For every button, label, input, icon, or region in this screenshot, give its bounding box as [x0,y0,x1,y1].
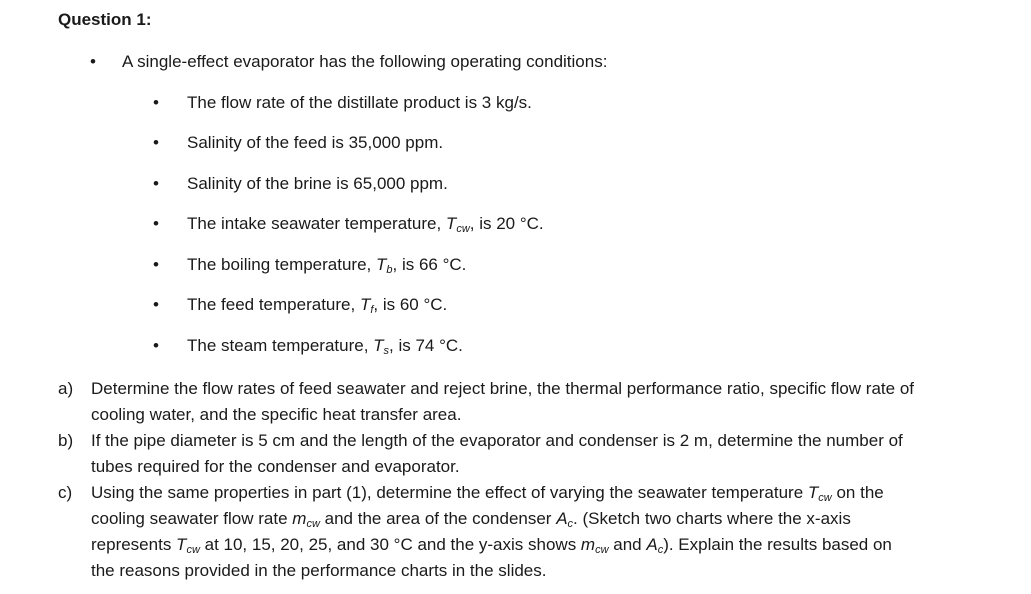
symbol-subscript: cw [306,518,320,530]
bullet-icon: • [153,133,159,152]
math-symbol: T [807,483,819,502]
condition-text-part: The boiling temperature, [187,255,376,274]
temperature-symbol: T [376,255,387,274]
condition-text [187,214,544,234]
condition-text-part: The steam temperature, [187,336,374,355]
part-text-segment: on the cooling seawater flow rate [91,483,884,528]
condition-text [187,255,466,275]
bullet-icon: • [153,295,159,314]
bullet-icon: • [153,174,159,193]
part-label: a) [58,379,74,398]
part-b [58,428,918,480]
bullet-icon: • [90,52,96,71]
condition-text-part: , is 60 °C. [373,295,448,314]
condition-text [187,295,447,315]
math-symbol: m [292,509,307,528]
part-text-segment: and the area of the condenser [319,509,557,528]
bullet-icon: • [153,93,159,112]
condition-text-part: , is 20 °C. [469,214,544,233]
symbol-subscript: cw [456,223,470,235]
part-text: Determine the flow rates of feed seawater and reject brine, the thermal performance ratio, specific flow rate of cooling water, and the specific heat transfer area. [91,379,915,424]
condition-text [187,336,463,356]
part-text-segment: at 10, 15, 20, 25, and 30 °C and the y-axis shows [199,535,581,554]
condition-text-part: The feed temperature, [187,295,360,314]
symbol-subscript: cw [595,544,609,556]
part-label: b) [58,431,74,450]
symbol-subscript: b [386,264,393,276]
question-parts [58,376,918,584]
part-c [58,480,918,584]
part-text-segment: . (Sketch two charts where the x-axis represents [91,509,851,554]
condition-text-part: , is 74 °C. [389,336,463,355]
question-title: Question 1: [58,10,152,29]
condition-text: Salinity of the brine is 65,000 ppm. [187,174,448,193]
math-symbol: m [580,535,596,554]
part-text: If the pipe diameter is 5 cm and the length of the evaporator and condenser is 2 m, determine the number of tubes required for the condenser and evaporator. [91,431,903,476]
temperature-symbol: T [359,295,371,314]
symbol-subscript: s [383,345,390,357]
condition-text-part: , is 66 °C. [392,255,467,274]
condition-text: Salinity of the feed is 35,000 ppm. [187,133,444,152]
part-label: c) [58,483,73,502]
part-a [58,376,918,428]
bullet-icon: • [153,336,159,355]
symbol-subscript: c [567,518,574,530]
bullet-icon: • [153,214,159,233]
bullet-icon: • [153,255,159,274]
symbol-subscript: cw [186,544,200,556]
condition-text: The flow rate of the distillate product is 3 kg/s. [187,93,532,112]
intro-text: A single-effect evaporator has the following operating conditions: [122,52,608,71]
part-text [91,483,892,580]
math-symbol: A [556,509,568,528]
part-text-segment: and [608,535,647,554]
symbol-subscript: c [657,544,664,556]
temperature-symbol: T [373,336,384,355]
math-symbol: A [646,535,658,554]
condition-text-part: The intake seawater temperature, [187,214,446,233]
symbol-subscript: cw [818,492,832,504]
temperature-symbol: T [445,214,457,233]
part-text-segment: ). Explain the results based on the reasons provided in the performance charts in the slides. [91,535,892,580]
part-text-segment: Using the same properties in part (1), determine the effect of varying the seawater temperature [91,483,808,502]
math-symbol: T [176,535,187,554]
symbol-subscript: f [370,304,374,316]
